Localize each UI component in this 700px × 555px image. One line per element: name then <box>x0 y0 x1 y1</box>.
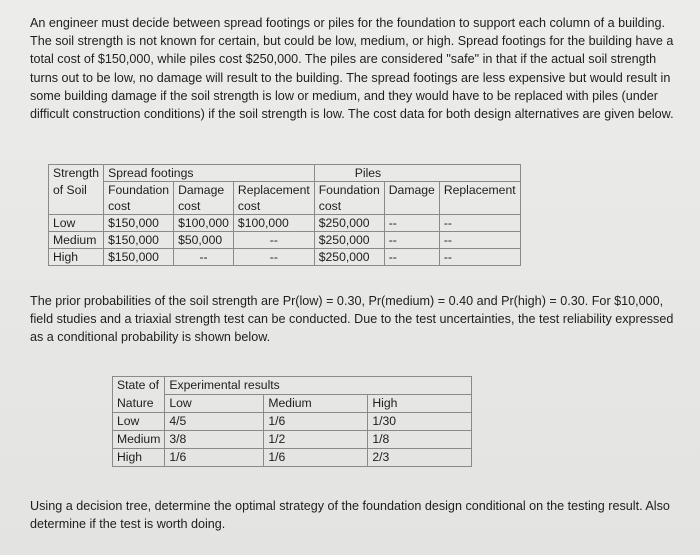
header-medium: Medium <box>264 395 368 413</box>
header-experimental-results: Experimental results <box>165 377 472 395</box>
table-row: Low $150,000 $100,000 $100,000 $250,000 -- -- <box>49 215 521 232</box>
header-sf-damage: Damage <box>174 182 234 199</box>
header-p-foundation-cost: cost <box>314 198 384 215</box>
intro-paragraph: An engineer must decide between spread footings or piles for the foundation to support each column of a building. The soil strength is not known for certain, but could be low, medium, or high. Spread footings for the building have a total cost of $150,000, while piles cost $250,000. The piles are considered "safe" in that if the actual soil strength turns out to be low, no damage will result to the building. The spread footings are less expensive but would result in some building damage if the soil strength is low or medium, and they would have to be replaced with piles (under difficult construction conditions) if the soil strength is low. The cost data for both design alternatives are given below. <box>30 16 674 122</box>
table-row: Low 4/5 1/6 1/30 <box>113 413 472 431</box>
header-sf-damage-cost: cost <box>174 198 234 215</box>
header-spread-footings: Spread footings <box>104 165 315 182</box>
table-row: Medium 3/8 1/2 1/8 <box>113 431 472 449</box>
question-paragraph: Using a decision tree, determine the optimal strategy of the foundation design conditional on the testing result. Also determine if the test is worth doing. <box>30 499 670 532</box>
header-p-damage: Damage <box>384 182 439 199</box>
header-sf-replacement-cost: cost <box>233 198 314 215</box>
header-sf-replacement: Replacement <box>233 182 314 199</box>
header-high: High <box>368 395 472 413</box>
header-p-foundation: Foundation <box>314 182 384 199</box>
header-low: Low <box>165 395 264 413</box>
header-piles: Piles <box>314 165 520 182</box>
header-strength: Strength <box>49 165 104 182</box>
table-row: Medium $150,000 $50,000 -- $250,000 -- -- <box>49 232 521 249</box>
reliability-table <box>112 376 472 467</box>
cost-table <box>48 164 521 266</box>
header-sf-foundation-cost: cost <box>104 198 174 215</box>
table-row: High 1/6 1/6 2/3 <box>113 449 472 467</box>
header-p-replacement: Replacement <box>439 182 520 199</box>
probability-paragraph: The prior probabilities of the soil strength are Pr(low) = 0.30, Pr(medium) = 0.40 and Pr(high) = 0.30. For $10,000, field studies and a triaxial strength test can be conducted. Due to the test uncertainties, the test reliability expressed as a conditional probability is shown below. <box>30 294 674 345</box>
header-of-soil: of Soil <box>49 182 104 199</box>
table-row: High $150,000 -- -- $250,000 -- -- <box>49 249 521 266</box>
header-sf-foundation: Foundation <box>104 182 174 199</box>
header-nature: Nature <box>113 395 165 413</box>
header-state: State of <box>113 377 165 395</box>
